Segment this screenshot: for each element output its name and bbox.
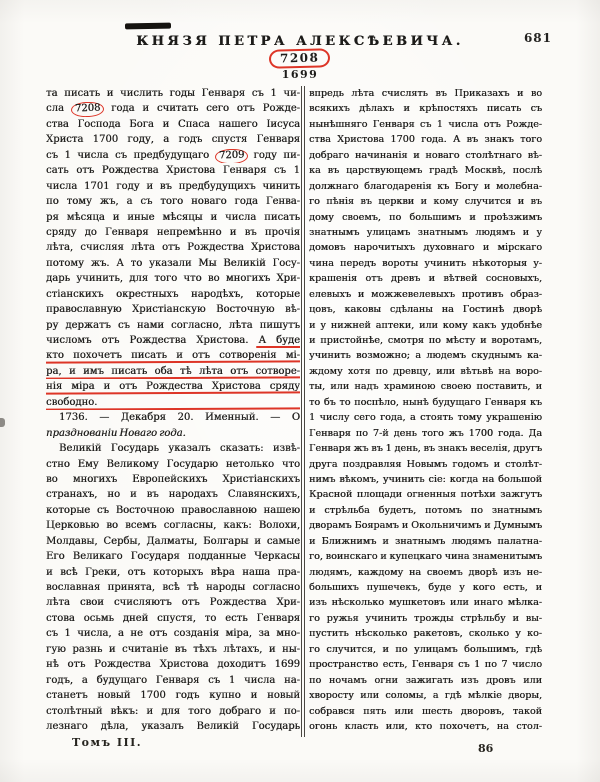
text-line: дворамъ Боярамъ и Окольничимъ и Думнымъ: [309, 520, 542, 532]
left-text-column: [46, 86, 300, 734]
text-line: ты, или надъ храминою своею поставить, и: [309, 381, 542, 393]
text-line: крашенія отъ древъ и вѣтвей сосновыхъ,: [309, 273, 542, 285]
text-line: впредь лѣта счислять въ Приказахъ и во: [309, 88, 542, 99]
red-circle-annotation: 7209: [214, 148, 248, 163]
right-text-column: [309, 86, 542, 734]
text-line: и пристойнѣе, смотря по мѣсту и воротамъ,: [309, 335, 542, 346]
text-line: Молдавы, Сербы, Далматы, Болгары и самые: [46, 535, 300, 547]
running-head: [0, 30, 600, 49]
text-line: сать отъ Рождества Христова Генваря съ 1: [46, 165, 300, 177]
text-line: друга поздравляя Новымъ годомъ и столѣт-: [309, 458, 542, 470]
sheet-number-footer: 86: [478, 742, 494, 755]
volume-footer: Томъ III.: [72, 736, 143, 749]
text-line: съ 1 числа съ предбудущаго 7209 году пи-: [46, 148, 300, 163]
text-line: столѣтный вѣкъ: и для того добраго и по-: [46, 705, 300, 717]
text-line: Христа 1700 году, а годъ спустя Генваря: [46, 134, 300, 146]
text-line: должнаго благодаренія къ Богу и молебна-: [309, 180, 542, 192]
text-line: изъ нѣсколько мушкетовъ или инаго мѣлка-: [309, 597, 542, 609]
text-line: Церковью во всемъ согласны, какъ: Волохи,: [46, 520, 300, 532]
text-line: го, воинскаго и купецкаго чина знаменитымъ: [309, 551, 542, 563]
text-line: Красной площади огненныя потѣхи зажгутъ: [309, 489, 542, 501]
text-line: лезнаго дѣла, указалъ Великій Государь: [46, 720, 300, 732]
text-line: стно Ему Великому Государю нетолько что: [46, 458, 300, 470]
text-line: хворосту или соломы, а гдѣ мѣлкіе дворы,: [309, 690, 542, 702]
text-line: го пѣнія въ церкви и кому случится и въ: [309, 196, 542, 208]
slavic-year-red-box-annotation: 7208: [269, 48, 331, 69]
text-line: нѣ отъ Рождества Христова доходитъ 1699: [46, 659, 300, 671]
text-line: 1736. — Декабря 20. Именный. — О: [59, 412, 300, 424]
text-line: и у нижней аптеки, или кому какъ удобнѣе: [309, 319, 542, 331]
text-line: го случится, и по улицамъ большимъ, гдѣ: [309, 643, 542, 655]
text-line: и Ближнимъ и знатнымъ людямъ палатна-: [309, 535, 542, 547]
text-line: людямъ, каждому на своемъ дворѣ изъ не-: [309, 566, 542, 578]
text-line: празднованіи Новаго года.: [46, 427, 186, 439]
column-divider-rule: [301, 86, 305, 737]
text-line: дарь учинить, для того что во многихъ Хри-: [46, 273, 300, 285]
text-line: ства Христова 1700 года. А въ знакъ того: [309, 134, 542, 146]
text-line: стіанскихъ окрестныхъ народѣхъ, которые: [46, 288, 300, 300]
text-line: Великій Государь указалъ сказать: извѣ-: [59, 443, 300, 455]
scan-ink-artifact: [125, 23, 171, 30]
text-line: большихъ пушечекъ, буде у кого есть, и: [309, 582, 542, 593]
text-line: числомъ отъ Рождества Христова. А буде: [46, 335, 300, 346]
page-number: 681: [523, 31, 552, 45]
text-line: странахъ, но и въ народахъ Славянскихъ,: [46, 489, 300, 501]
text-line: чина передъ вороты учинить нѣкоторыя у-: [309, 257, 542, 269]
text-line: нынѣшняго Генваря съ 1 числа отъ Рожде-: [309, 118, 542, 130]
text-line: годъ, а будущаго Генваря съ 1 числа на-: [46, 674, 300, 686]
text-line: лѣта свои счисляютъ отъ Рождества Хри-: [46, 597, 300, 609]
text-line: гую разнь и считаніе въ тѣхъ лѣтахъ, и ны-: [46, 643, 300, 655]
running-title: КНЯЗЯ ПЕТРА АЛЕКСѢЕВИЧА.: [136, 34, 464, 49]
text-line: и стрѣльба будетъ, потомъ по знатнымъ: [309, 504, 542, 516]
text-line: ка въ царствующемъ градѣ Москвѣ, послѣ: [309, 165, 542, 177]
text-line: Генваря жъ въ 1 день, въ знакъ веселія, другъ: [309, 443, 542, 455]
text-line: то бъ то поспѣло, нынѣ будущаго Генваря къ: [309, 396, 542, 408]
text-line: нія міра и отъ Рождества Христова сряду: [46, 379, 300, 394]
text-line: учинить возможно; а людемъ скуднымъ ка-: [309, 350, 542, 362]
text-line: знатнымъ улицамъ знатнымъ людямъ и у: [309, 226, 542, 238]
text-line: пустить нѣсколько ракетовъ, сколько у ко-: [309, 628, 542, 640]
text-line: вославная принята, всѣ тѣ народы согласно: [46, 582, 300, 593]
text-line: добраго начинанія и новаго столѣтнаго вѣ-: [309, 149, 542, 161]
text-line: свободно.: [46, 395, 300, 410]
text-line: стова осьмь дней спустя, то есть Генваря: [46, 612, 300, 624]
text-line: пространство есть, Генваря съ 1 по 7 число: [309, 659, 542, 671]
text-line: сла 7208 года и считать сего отъ Рожде-: [46, 101, 300, 116]
text-line: ждому хотя по древцу, или вѣтьвѣ на воро-: [309, 365, 542, 377]
text-line: ства Господа Бога и Спаса нашего Іисуса: [46, 118, 300, 130]
text-line: по ночамъ огни зажигать изъ дровъ или: [309, 674, 542, 686]
year-marks: [0, 49, 600, 80]
text-line: елевыхъ и можжевелевыхъ противъ образ-: [309, 288, 542, 300]
text-line: лѣта, счисляя лѣта отъ Рождества Христова: [46, 242, 300, 254]
text-line: ру держатъ съ нами согласно, лѣта пишутъ: [46, 319, 300, 331]
text-line: которые съ Восточною православною нашею: [46, 504, 300, 516]
text-line: по тому жъ, а съ того новаго года Генва-: [46, 196, 300, 208]
text-line: огонь класть или, кто похочетъ, на стол-: [309, 720, 542, 732]
red-circle-annotation: 7208: [71, 102, 105, 117]
text-line: дому своемъ, по большимъ и проѣзжимъ: [309, 211, 542, 223]
text-line: православную Христіанскую Восточную вѣ-: [46, 304, 300, 316]
text-line: домовъ нарочитыхъ духовнаго и мірскаго: [309, 242, 542, 254]
text-line: кто похочетъ писать и отъ сотворенія мі-: [46, 348, 300, 363]
text-line: 1 числу сего года, а стоять тому украшенію: [309, 412, 542, 424]
text-line: всякихъ дѣлахъ и крѣпостяхъ писать съ: [309, 103, 542, 115]
text-line: станетъ новый 1700 годъ купно и новый: [46, 690, 300, 702]
text-line: го ружья учинить трожды стрѣльбу и вы-: [309, 612, 542, 624]
text-line: и всѣ Греки, отъ которыхъ вѣра наша пра-: [46, 566, 300, 578]
text-line: Генваря по 7-й день того жъ 1700 года. Да: [309, 427, 542, 439]
text-line: собрався пять или шесть дворовъ, такой: [309, 705, 542, 717]
text-line: ра, и имъ писать оба тѣ лѣта отъ сотворе-: [46, 364, 300, 379]
text-line: числа 1701 году и въ предбудущихъ чинить: [46, 180, 300, 192]
text-line: Его Великаго Государя подданные Черкасы: [46, 551, 300, 563]
red-underline-annotation: А буде: [258, 335, 300, 346]
text-line: ря мѣсяца и иные мѣсяцы и числа писать: [46, 211, 300, 223]
text-line: съ 1 числа, а не отъ созданія міра, за мно-: [46, 628, 300, 640]
text-line: потому жъ. А то указали Мы Великій Госу-: [46, 257, 300, 269]
civil-year: 1699: [281, 68, 319, 81]
text-line: нимъ вѣкомъ, учинить сіе: когда на большой: [309, 473, 542, 485]
text-line: цовъ, каковы сдѣланы на Гостинѣ дворѣ: [309, 304, 542, 316]
scan-edge-speck: [0, 418, 5, 427]
text-line: во многихъ Европейскихъ Христіанскихъ: [46, 473, 300, 485]
text-line: сряду до Генваря непремѣнно и въ прочія: [46, 226, 300, 238]
text-line: та писать и числить годы Генваря съ 1 чи-: [46, 88, 300, 99]
